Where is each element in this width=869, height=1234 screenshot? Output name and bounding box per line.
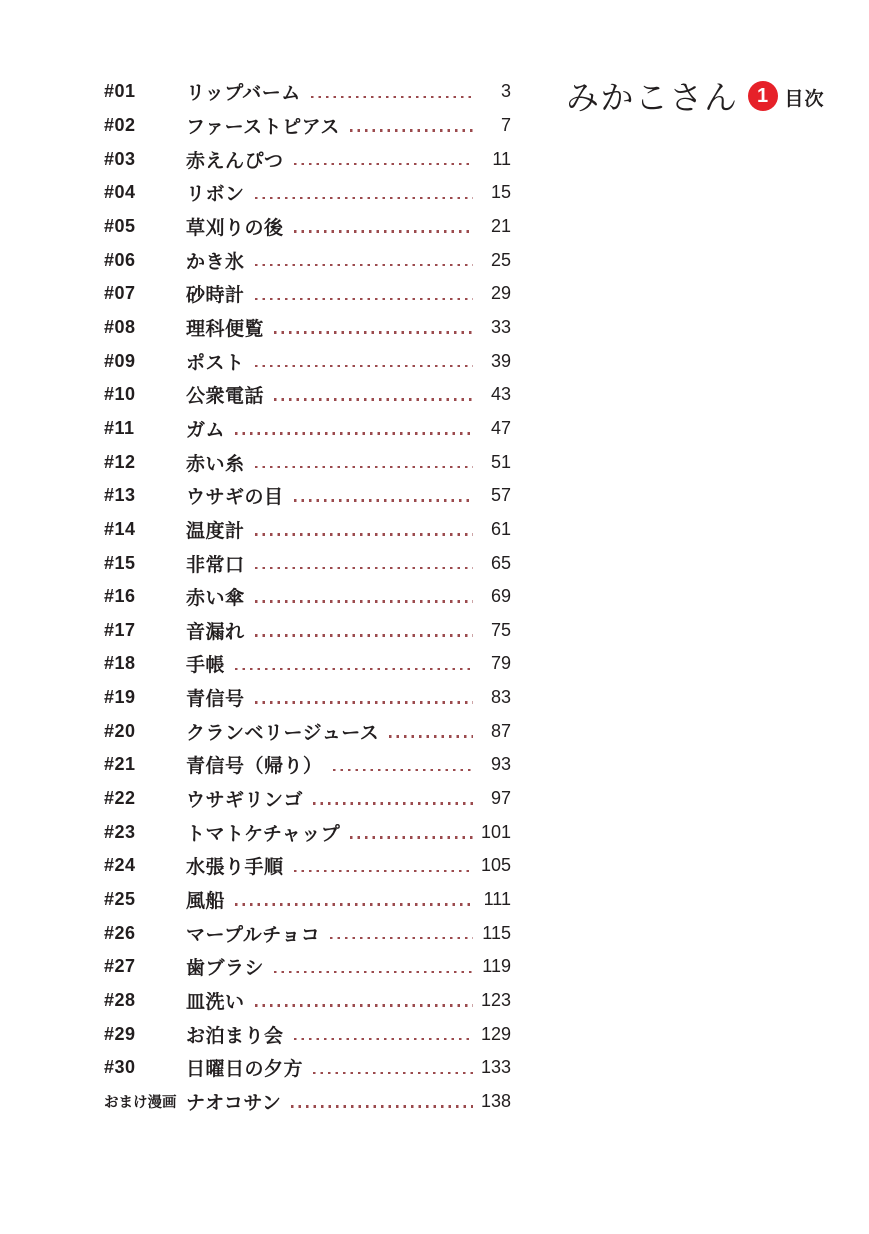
dot-leader [350, 836, 473, 839]
page-number: 57 [490, 485, 511, 506]
chapter-title: 赤えんぴつ [186, 150, 284, 172]
chapter-number: #10 [104, 384, 136, 405]
chapter-title: リボン [186, 184, 245, 206]
toc-entry [104, 311, 511, 345]
dot-leader [274, 971, 473, 974]
page-number: 3 [500, 81, 511, 102]
page-number: 51 [490, 451, 511, 472]
dot-leader [255, 1004, 473, 1007]
page-number: 138 [480, 1091, 511, 1112]
chapter-title: 赤い糸 [186, 453, 245, 475]
dot-leader [294, 499, 473, 502]
bonus-label: おまけ漫画 [104, 1095, 177, 1112]
page-number: 47 [490, 417, 511, 438]
page-number: 61 [490, 518, 511, 539]
dot-leader [274, 398, 473, 401]
page-number: 87 [490, 720, 511, 741]
page-number: 111 [483, 889, 511, 910]
toc-entry [104, 614, 511, 648]
chapter-title: ウサギの目 [186, 487, 284, 509]
toc-entry [104, 277, 511, 311]
chapter-number: #07 [104, 283, 136, 304]
chapter-title: 青信号 [186, 689, 245, 711]
chapter-number: #18 [104, 653, 136, 674]
page-number: 15 [490, 182, 511, 203]
chapter-title: ナオコサン [186, 1093, 282, 1115]
chapter-number: #30 [104, 1057, 136, 1078]
chapter-number: #08 [104, 316, 136, 337]
book-header [566, 70, 825, 120]
toc-entry [104, 883, 511, 917]
page-number: 69 [490, 586, 511, 607]
dot-leader [255, 600, 473, 603]
page-number: 133 [480, 1057, 511, 1078]
chapter-title: 温度計 [186, 520, 245, 542]
page-number: 65 [490, 552, 511, 573]
toc-entry [104, 815, 511, 849]
chapter-number: #26 [104, 922, 136, 943]
dot-leader [255, 533, 473, 536]
toc-entry [104, 1051, 511, 1085]
chapter-number: #21 [104, 754, 136, 775]
chapter-title: 公衆電話 [186, 386, 265, 408]
volume-badge [748, 81, 778, 111]
toc-entry [104, 75, 511, 109]
toc-entry [104, 243, 511, 277]
dot-leader [333, 769, 473, 772]
page-number: 129 [480, 1023, 511, 1044]
chapter-title: かき氷 [186, 251, 245, 273]
chapter-number: #22 [104, 788, 136, 809]
dot-leader [291, 1105, 473, 1108]
toc-entry [104, 748, 511, 782]
chapter-number: #28 [104, 990, 136, 1011]
page-number: 115 [482, 922, 511, 943]
chapter-number: #19 [104, 687, 136, 708]
chapter-title: 皿洗い [186, 992, 245, 1014]
chapter-number: #27 [104, 956, 136, 977]
page-number: 7 [500, 114, 511, 135]
page-number: 79 [490, 653, 511, 674]
chapter-number: #14 [104, 518, 136, 539]
dot-leader [350, 129, 473, 132]
toc-entry [104, 950, 511, 984]
chapter-title: ファーストピアス [186, 116, 340, 138]
toc-entry [104, 681, 511, 715]
dot-leader [294, 230, 473, 233]
dot-leader [255, 634, 473, 637]
page-number: 43 [490, 384, 511, 405]
chapter-number: #13 [104, 485, 136, 506]
chapter-number: #15 [104, 552, 136, 573]
toc-entry [104, 1085, 511, 1119]
chapter-number: #04 [104, 182, 136, 203]
chapter-title: トマトケチャップ [186, 823, 341, 845]
chapter-number: #02 [104, 114, 136, 135]
chapter-number: #20 [104, 720, 136, 741]
toc-entry [104, 580, 511, 614]
chapter-number: #12 [104, 451, 136, 472]
toc-entry [104, 142, 511, 176]
dot-leader [235, 903, 473, 906]
chapter-title: マープルチョコ [186, 924, 321, 946]
page-number: 105 [480, 855, 511, 876]
chapter-title: ウサギリンゴ [186, 790, 304, 812]
page-number: 123 [480, 990, 511, 1011]
dot-leader [294, 1038, 473, 1041]
dot-leader [255, 365, 473, 368]
page-number: 93 [490, 754, 511, 775]
dot-leader [235, 432, 473, 435]
chapter-title: 赤い傘 [186, 588, 245, 610]
chapter-number: #01 [104, 81, 136, 102]
chapter-title: 砂時計 [186, 285, 245, 307]
chapter-title: 歯ブラシ [186, 958, 265, 980]
page-number: 83 [490, 687, 511, 708]
chapter-title: ポスト [186, 352, 245, 374]
chapter-title: 草刈りの後 [186, 217, 284, 239]
chapter-title: 風船 [186, 891, 226, 913]
chapter-title: 日曜日の夕方 [186, 1059, 304, 1081]
series-title: みかこさん [566, 77, 739, 117]
toc-entry [104, 916, 511, 950]
toc-entry [104, 210, 511, 244]
chapter-title: 手帳 [186, 655, 226, 677]
toc-entry [104, 176, 511, 210]
dot-leader [294, 163, 473, 166]
chapter-number: #11 [104, 417, 135, 438]
volume-number: 1 [756, 84, 769, 107]
chapter-number: #16 [104, 586, 136, 607]
page-number: 11 [492, 148, 511, 169]
toc-entry [104, 344, 511, 378]
page-number: 75 [490, 619, 511, 640]
chapter-number: #25 [104, 889, 136, 910]
toc-entry [104, 513, 511, 547]
toc-entry [104, 714, 511, 748]
chapter-number: #29 [104, 1023, 136, 1044]
dot-leader [294, 870, 473, 873]
chapter-number: #06 [104, 249, 136, 270]
toc-list [104, 75, 511, 1118]
toc-entry [104, 412, 511, 446]
toc-title-label: 目次 [784, 88, 825, 110]
chapter-title: 水張り手順 [186, 857, 284, 879]
dot-leader [330, 937, 473, 940]
toc-entry [104, 647, 511, 681]
chapter-title: 非常口 [186, 554, 245, 576]
dot-leader [255, 298, 473, 301]
chapter-title: 音漏れ [186, 621, 245, 643]
toc-entry [104, 479, 511, 513]
page-number: 29 [490, 283, 511, 304]
dot-leader [311, 96, 473, 99]
toc-entry [104, 1017, 511, 1051]
chapter-number: #24 [104, 855, 136, 876]
chapter-number: #17 [104, 619, 136, 640]
dot-leader [235, 668, 473, 671]
toc-entry [104, 546, 511, 580]
dot-leader [255, 264, 473, 267]
toc-entry [104, 109, 511, 143]
chapter-number: #03 [104, 148, 136, 169]
chapter-title: クランベリージュース [186, 722, 380, 744]
toc-entry [104, 849, 511, 883]
chapter-title: リップバーム [186, 83, 301, 105]
toc-entry [104, 445, 511, 479]
dot-leader [389, 735, 473, 738]
page-number: 33 [490, 316, 511, 337]
page-number: 25 [490, 249, 511, 270]
page-number: 39 [490, 350, 511, 371]
dot-leader [255, 466, 473, 469]
page-number: 21 [490, 215, 511, 236]
dot-leader [255, 567, 473, 570]
page-number: 101 [480, 821, 511, 842]
chapter-title: お泊まり会 [186, 1025, 284, 1047]
dot-leader [313, 802, 473, 805]
toc-entry [104, 782, 511, 816]
chapter-title: ガム [186, 419, 226, 441]
dot-leader [255, 197, 473, 200]
page-number: 97 [490, 788, 511, 809]
chapter-title: 理科便覧 [186, 318, 265, 340]
dot-leader [274, 331, 473, 334]
chapter-title: 青信号（帰り） [186, 756, 323, 778]
chapter-number: #09 [104, 350, 136, 371]
dot-leader [313, 1072, 473, 1075]
toc-entry [104, 984, 511, 1018]
chapter-number: #05 [104, 215, 136, 236]
toc-entry [104, 378, 511, 412]
dot-leader [255, 701, 473, 704]
page-number: 119 [482, 956, 511, 977]
chapter-number: #23 [104, 821, 136, 842]
